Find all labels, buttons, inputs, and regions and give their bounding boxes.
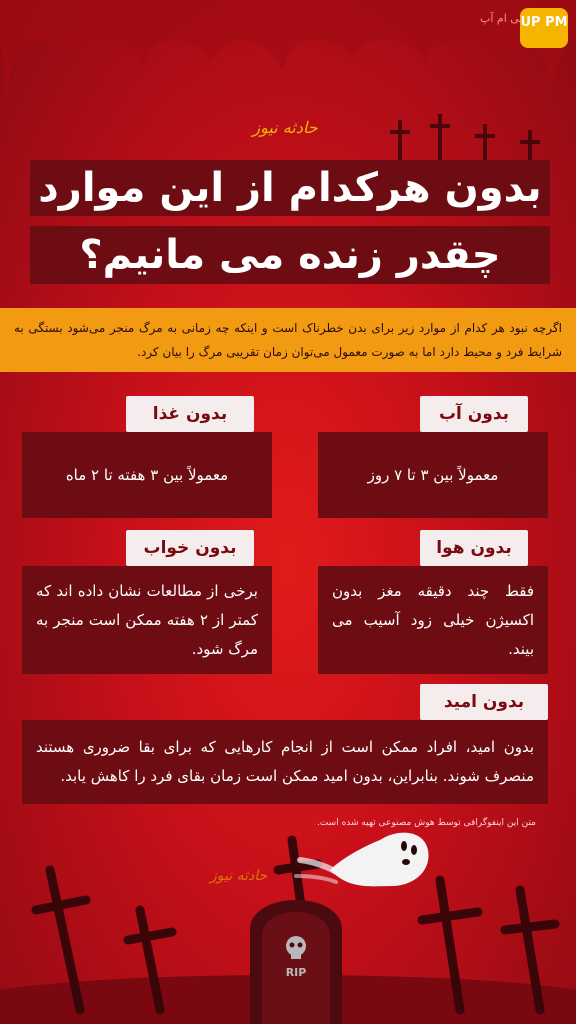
card-sleep-label: بدون خواب <box>126 530 254 566</box>
card-water-label: بدون آب <box>420 396 528 432</box>
card-air <box>318 566 548 674</box>
card-hope-text: بدون امید، افراد ممکن است از انجام کارهایی که برای بقا ضروری هستند منصرف شوند. بنابراین، بدون امید ممکن است زمان بقای فرد را کاهش یابد. <box>36 738 534 785</box>
footer-note: متن این اینفوگرافی توسط هوش مصنوعی تهیه شده است. <box>316 818 536 828</box>
intro-banner <box>0 308 576 372</box>
brand-logo-text: حادثه نیوز <box>252 118 318 137</box>
card-air-label: بدون هوا <box>420 530 528 566</box>
tombstone-icon <box>250 900 342 1024</box>
card-water <box>318 432 548 518</box>
brand-watermark: حادثه نیوز <box>210 868 268 884</box>
card-food <box>22 432 272 518</box>
ghost-icon <box>296 833 429 887</box>
card-air-text: فقط چند دقیقه مغز بدون اکسیژن خیلی زود آسیب می بیند. <box>332 581 534 658</box>
site-logo <box>518 6 570 50</box>
card-water-text: معمولاً بین ۳ تا ۷ روز <box>367 465 499 484</box>
tombstone-text: RIP <box>285 966 307 979</box>
intro-text: اگرچه نبود هر کدام از موارد زیر برای بدن خطرناک است و اینکه چه زمانی به مرگ منجر می‌شود بستگی به شرایط فرد و محیط دارد اما به صورت معمول می‌توان زمان تقریبی مرگ را بیان کرد. <box>14 321 562 359</box>
card-food-label: بدون غذا <box>126 396 254 432</box>
graveyard-scene <box>0 820 576 1024</box>
card-hope-label: بدون امید <box>420 684 548 720</box>
card-hope <box>22 720 548 804</box>
page-title-line-1: بدون هرکدام از این موارد <box>30 160 550 216</box>
logo-text: UP PM <box>520 15 568 30</box>
card-sleep-text: برخی از مطالعات نشان داده اند که کمتر از ۲ هفته ممکن است منجر به مرگ شود. <box>36 581 258 658</box>
card-sleep <box>22 566 272 674</box>
site-tag: بی ام آپ <box>480 12 523 25</box>
page-title-line-2: چقدر زنده می مانیم؟ <box>30 226 550 284</box>
card-food-text: معمولاً بین ۳ هفته تا ۲ ماه <box>65 465 229 484</box>
